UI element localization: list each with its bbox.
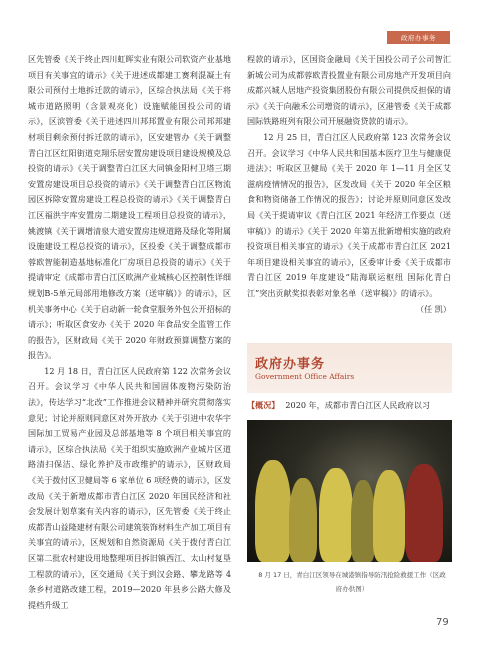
right-text-column <box>247 52 451 317</box>
section-title: 政府办事务 <box>255 357 326 372</box>
paragraph: 区先管委《关于终止四川虹晖实业有限公司软资产业基地项目有关事宜的请示》《关于进述成都建工赛利混凝土有限公司预付土地拆迁款的请示》，区综合执法局《关于将城市道路照明（含景观亮化）设施赋能国投公司的请示》，区滨管委《关于进述四川邦邦置业有限公司邦邦建材项目剩余预付拆迁款的请示》，区安建管办《关于调整青白江区红阳街道克翔乐居安置房建设项目建设规模及总投资的请示》《关于调整青白江区大同镇金阳村卫塔三期安置房建设项目总投资的请示》《关于调整青白江区物流园区拆除安置房建设工程总投资的请示》《关于调整青白江区福洪宇库安置房二期建设工程项目总投资的请示》，姚渡镇《关于调增清泉大道安置房违规道路及绿化等附属设施建设工程总投资的请示》，区投委《关于调整成都市蓉欧智能制造基地标准化厂房项目总投资的请示》《关于提请审定《成都市青白江区欧洲产业城核心区控制性详细规划B-5单元局部用地修改方案（送审稿）》的请示》，区机关事务中心《关于启动新一轮食堂服务外包公开招标的请示》；听取区食安办《关于 2020 年食品安全监管工作的报告》，区财政局《关于 2020 年财政预算调整方案的报告》。 <box>28 54 231 361</box>
section-heading-box <box>247 343 452 393</box>
author-attribution: （任 凯） <box>416 303 451 314</box>
overview-paragraph <box>247 398 452 414</box>
paragraph: 程款的请示》，区国资金融局《关于国投公司子公司智汇新城公司为成都蓉欧青投置业有限公司房地产开发项目向成都兴城人居地产投资集团股份有限公司提供反担保的请示》《关于向融禾公司增资的请示》，区港管委《关于成都国际铁路班列有限公司开展融资贷款的请示》。 <box>247 54 451 127</box>
person-figure <box>351 480 375 562</box>
person-figure <box>373 470 405 562</box>
left-text-column <box>28 52 231 613</box>
overview-tag: 【概况】 <box>247 400 280 410</box>
person-figure <box>405 464 443 562</box>
flood-rescue-photo <box>247 420 452 562</box>
section-header-tab: 政府办事务 <box>387 31 450 44</box>
overview-text: 2020 年，成都市青白江区人民政府以习 <box>285 400 430 410</box>
person-figure <box>319 468 353 562</box>
paragraph: 12 月 25 日，青白江区人民政府第 123 次常务会议召开。会议学习《中华人民共和国基本医疗卫生与健康促进法》；听取区卫健局《关于 2020 年 1—11 月全区艾滋病疫情情况的报告》，区发改局《关于 2020 年全区粮食和物资储备工作情况的报告》；讨论并原则同意区发改局《关于提请审议《青白江区 2021 年经济工作要点（送审稿）》的请示》《关于 2020 年第五批新增相实施的政府投资项目相关事宜的请示》《关于成都市青白江区 2021 年项目建设相关事宜的请示》，区委审计委《关于成都市青白江区 2019 年度建设“陆海联运枢纽 国际化青白江”突出贡献奖拟表彰对象名单（送审稿）》的请示》。 <box>247 131 451 298</box>
page-number: 79 <box>436 617 449 628</box>
person-figure <box>289 478 317 562</box>
person-figure <box>255 460 291 562</box>
paragraph: 12 月 18 日，青白江区人民政府第 122 次常务会议召开。会议学习《中华人民共和国固体废物污染防治法》，传达学习“北改”工作推进会议精神并研究贯彻落实意见；讨论并原则同意区对外开放办《关于引进中农华宇国际加工贸易产业园及总部基地等 8 个项目相关事宜的请示》，区综合执法局《关于组织实施欧洲产业城片区道路清扫保洁、绿化养护及市政维护的请示》，区财政局《关于拨付区卫健局等 6 家单位 6 项经费的请示》，区发改局《关于新增成都市青白江区 2020 年国民经济和社会发展计划草案有关内容的请示》，区先管委《关于终止成都青山益隆建材有限公司建筑装饰材料生产加工项目有关事宜的请示》，区规划和自然资源局《关于拨付青白江区第二批农村建设用地整理项目拆旧镇西江、太山村复垦工程款的请示》，区交通局《关于到汉会路、攀龙路等 4 条乡村道路改建工程，2019—2020 年县乡公路大修及提档升级工 <box>28 365 231 610</box>
section-subtitle: Government Office Affairs <box>255 372 355 381</box>
photo-caption: 8 月 17 日，青白江区领导在城港镇指导防汛抢险救援工作（区政府办供图） <box>258 571 446 593</box>
